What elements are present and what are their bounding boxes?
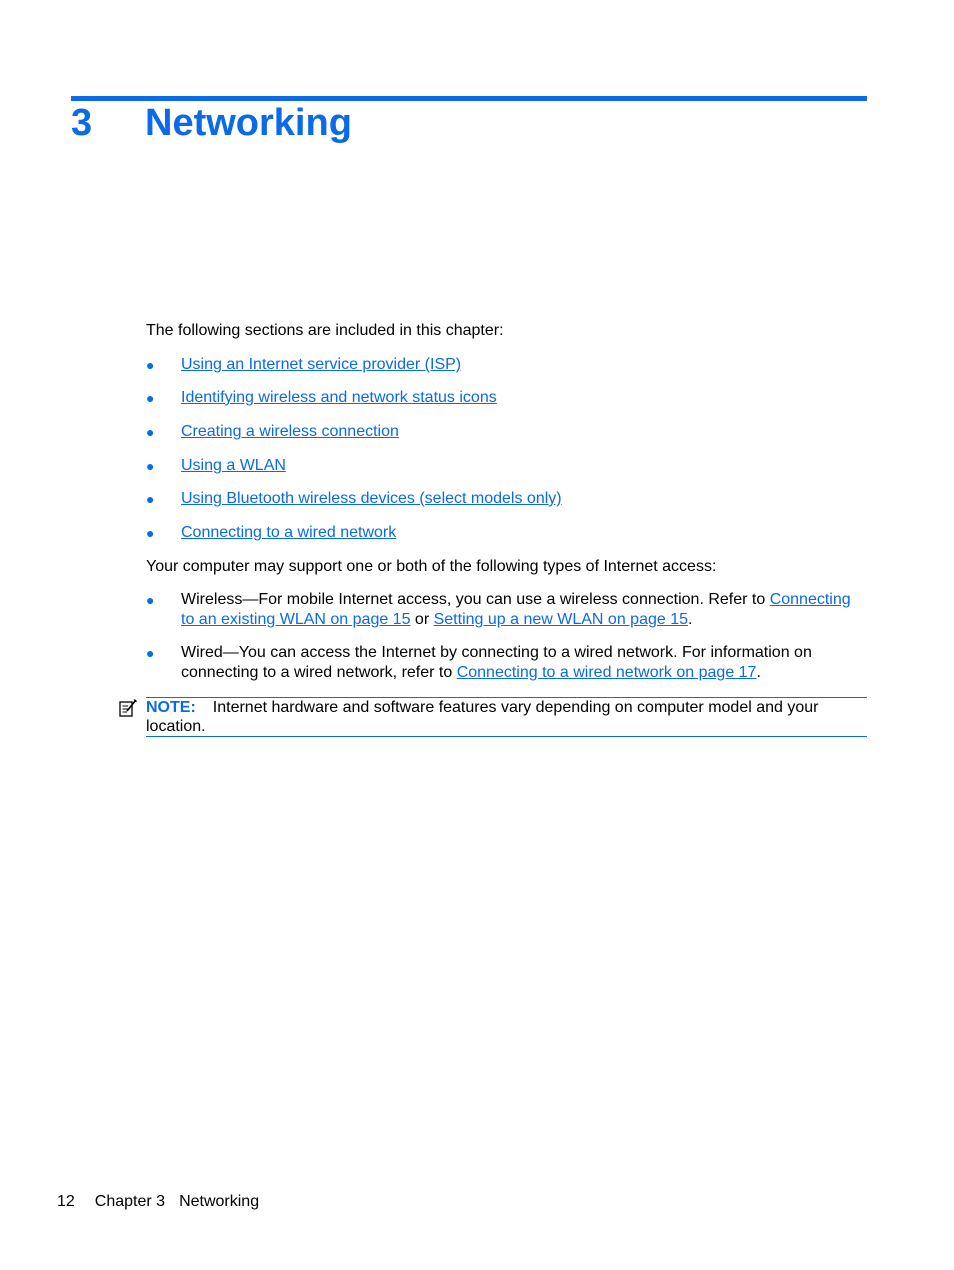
note-label: NOTE:	[146, 699, 196, 716]
bullet-icon: ●	[146, 525, 155, 541]
wired-text: Wired—You can access the Internet by connecting to a wired network. For information on connecting to a wired network, refer to Connecting to a wired network on page 17.	[181, 644, 812, 681]
toc-link-wlan[interactable]: Using a WLAN	[181, 457, 286, 474]
wireless-text: Wireless—For mobile Internet access, you can use a wireless connection. Refer to Connecting to an existing WLAN on page 15 or Setting up a new WLAN on page 15.	[181, 591, 851, 628]
link-wired-network-page[interactable]: Connecting to a wired network on page 17	[456, 664, 757, 681]
chapter-title: Networking	[145, 102, 352, 144]
bullet-icon: ●	[146, 424, 155, 440]
link-existing-wlan[interactable]: Connecting to an existing WLAN on page 15	[181, 591, 851, 628]
page-number: 12	[57, 1193, 75, 1210]
chapter-number: 3	[71, 102, 93, 144]
footer-chapter-label: Chapter 3	[94, 1193, 166, 1210]
bullet-icon: ●	[146, 357, 155, 373]
link-new-wlan[interactable]: Setting up a new WLAN on page 15	[433, 611, 688, 628]
intro-paragraph: The following sections are included in this chapter:	[146, 322, 504, 339]
bullet-icon: ●	[146, 390, 155, 406]
toc-link-status-icons[interactable]: Identifying wireless and network status icons	[181, 389, 497, 406]
bullet-icon: ●	[146, 592, 155, 608]
toc-link-wireless-connection[interactable]: Creating a wireless connection	[181, 423, 399, 440]
note-box	[146, 697, 867, 737]
footer-chapter-title: Networking	[179, 1193, 260, 1210]
toc-link-isp[interactable]: Using an Internet service provider (ISP)	[181, 356, 462, 373]
note-icon	[118, 698, 138, 718]
bullet-icon: ●	[146, 458, 155, 474]
bullet-icon: ●	[146, 491, 155, 507]
toc-link-wired-network[interactable]: Connecting to a wired network	[181, 524, 397, 541]
note-text: NOTE: Internet hardware and software features vary depending on computer model and your location.	[146, 699, 819, 735]
bullet-icon: ●	[146, 645, 155, 661]
page-footer	[57, 1192, 259, 1212]
access-intro-paragraph: Your computer may support one or both of the following types of Internet access:	[146, 558, 717, 575]
toc-link-bluetooth[interactable]: Using Bluetooth wireless devices (select models only)	[181, 490, 562, 507]
